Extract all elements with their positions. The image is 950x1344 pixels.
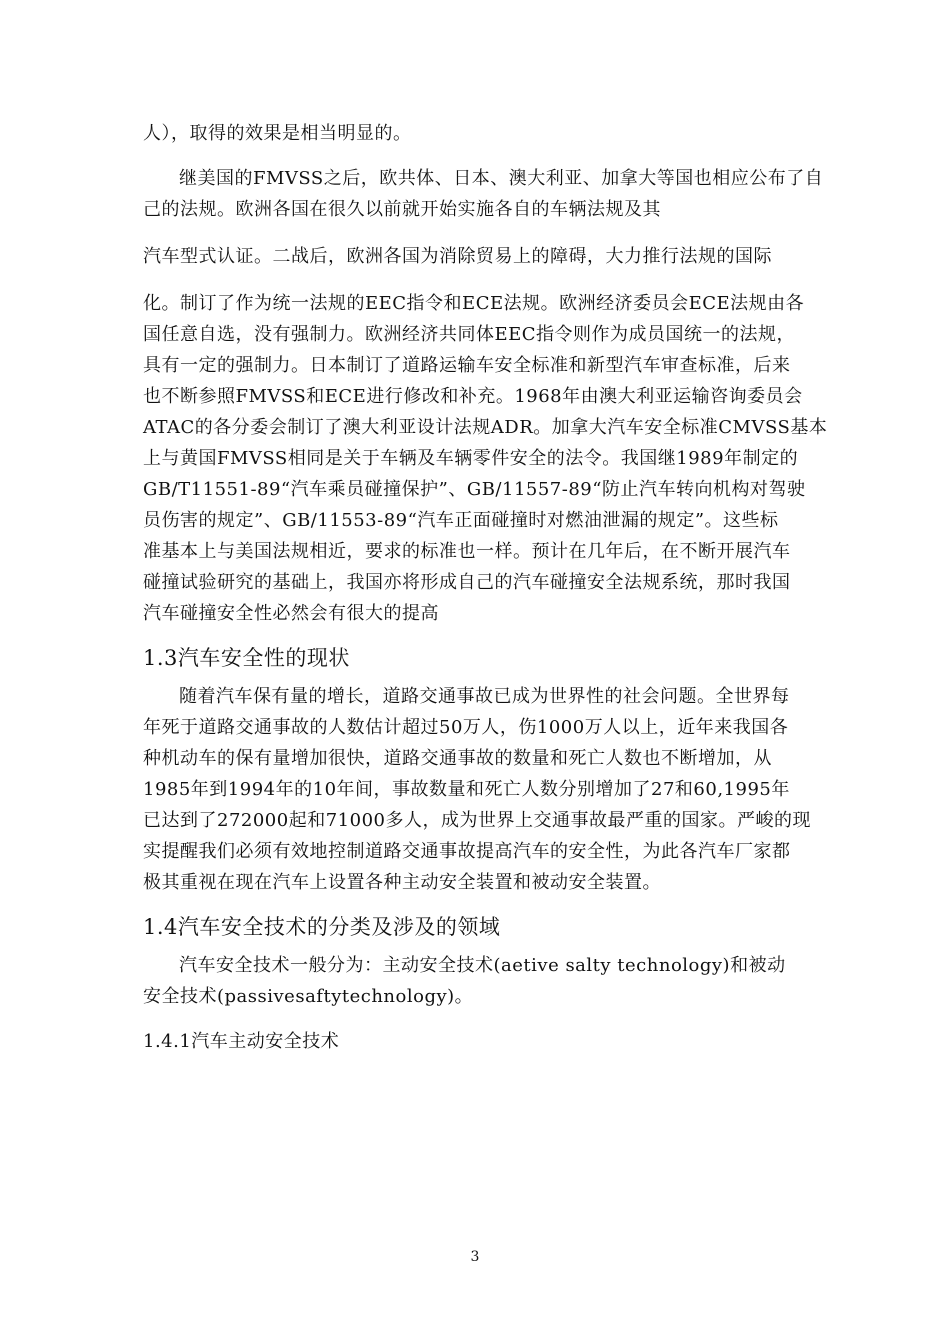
text-line: 也不断参照FMVSS和ECE进行修改和补充。1968年由澳大利亚运输咨询委员会 [143,386,803,407]
text-line: 极其重视在现在汽车上设置各种主动安全装置和被动安全装置。 [143,872,661,893]
text-line: 上与黄国FMVSS相同是关于车辆及车辆零件安全的法令。我国继1989年制定的 [143,448,799,469]
section-heading-1-3: 1.3汽车安全性的现状 [143,646,350,670]
text-line: 种机动车的保有量增加很快，道路交通事故的数量和死亡人数也不断增加，从 [143,748,772,769]
text-line: 实提醒我们必须有效地控制道路交通事故提高汽车的安全性，为此各汽车厂家都 [143,841,791,862]
text-line: 年死于道路交通事故的人数估计超过50万人，伤1000万人以上，近年来我国各 [143,717,789,738]
text-line: 汽车碰撞安全性必然会有很大的提高 [143,603,439,624]
text-line: 已达到了272000起和71000多人，成为世界上交通事故最严重的国家。严峻的现 [143,810,811,831]
text-line: 汽车型式认证。二战后，欧洲各国为消除贸易上的障碍，大力推行法规的国际 [143,246,772,267]
text-line: 安全技术(passivesaftytechnology)。 [143,986,474,1007]
section-heading-1-4: 1.4汽车安全技术的分类及涉及的领域 [143,915,501,939]
page-number: 3 [470,1249,480,1265]
text-line: 1985年到1994年的10年间，事故数量和死亡人数分别增加了27和60,1995年 [143,779,790,800]
text-line: 人），取得的效果是相当明显的。 [143,123,412,144]
text-line: 国任意自选，没有强制力。欧洲经济共同体EEC指令则作为成员国统一的法规， [143,324,796,345]
text-line: 己的法规。欧洲各国在很久以前就开始实施各自的车辆法规及其 [143,199,661,220]
text-line: 具有一定的强制力。日本制订了道路运输车安全标准和新型汽车审查标准，后来 [143,355,791,376]
paragraph-continuation [143,118,810,149]
subsection-heading-1-4-1: 1.4.1汽车主动安全技术 [143,1031,340,1052]
text-line: 碰撞试验研究的基础上，我国亦将形成自己的汽车碰撞安全法规系统，那时我国 [143,572,791,593]
text-line: 准基本上与美国法规相近，要求的标准也一样。预计在几年后，在不断开展汽车 [143,541,791,562]
paragraph-eec-ece [143,288,828,629]
paragraph-safety-status [143,681,810,898]
text-line: GB/T11551-89“汽车乘员碰撞保护”、GB/11557-89“防止汽车转向机构对驾驶 [143,479,806,500]
text-line: 化。制订了作为统一法规的EEC指令和ECE法规。欧洲经济委员会ECE法规由各 [143,293,805,314]
text-line: 员伤害的规定”、GB/11553-89“汽车正面碰撞时对燃油泄漏的规定”。这些标 [143,510,779,531]
document-body [143,118,828,1057]
text-line: 随着汽车保有量的增长，道路交通事故已成为世界性的社会问题。全世界每 [179,686,790,707]
paragraph-type-approval [143,241,810,272]
text-line: ATAC的各分委会制订了澳大利亚设计法规ADR。加拿大汽车安全标准CMVSS基本 [143,417,828,438]
text-line: 继美国的FMVSS之后，欧共体、日本、澳大利亚、加拿大等国也相应公布了自 [179,168,824,189]
paragraph-safety-classification [143,950,810,1012]
text-line: 汽车安全技术一般分为：主动安全技术(aetive salty technology)和被动 [179,955,786,976]
paragraph-fmvss-followers [143,163,824,225]
